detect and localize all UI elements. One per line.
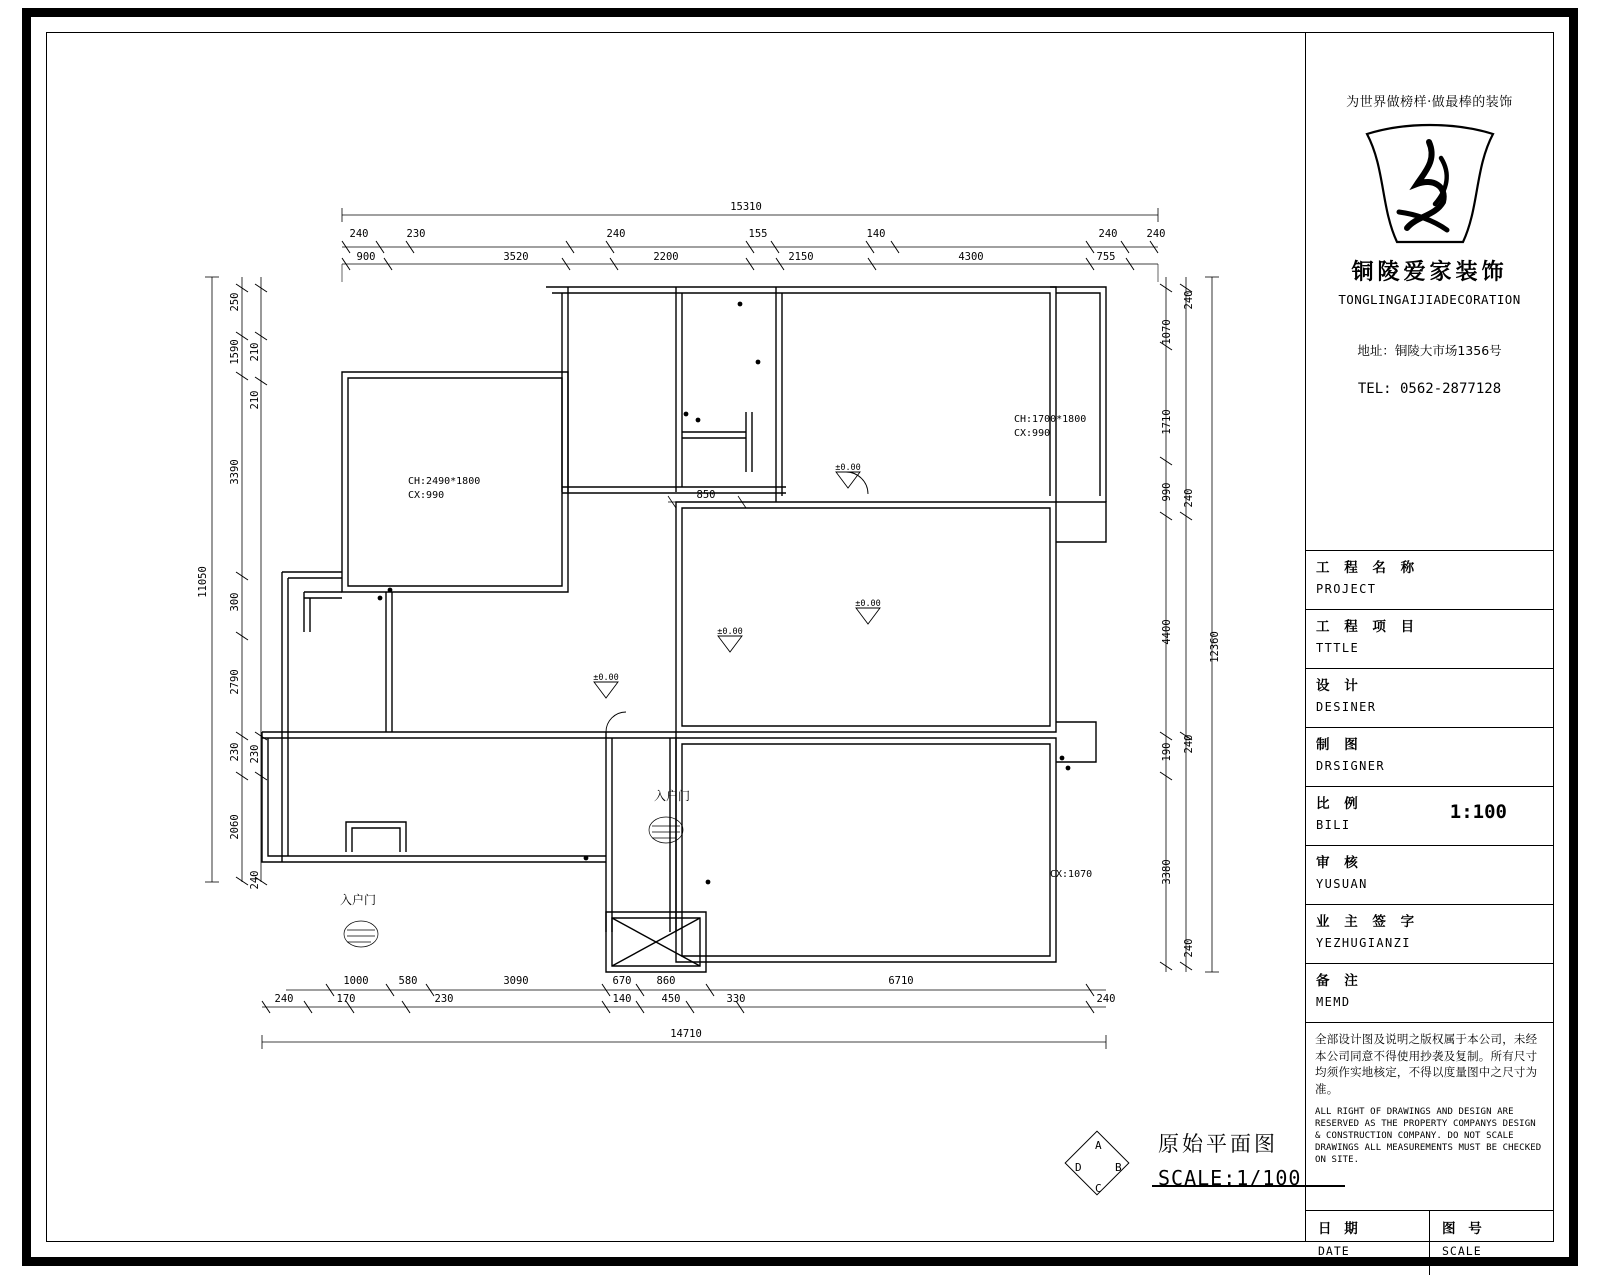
svg-text:1590: 1590 [229, 339, 241, 365]
field-drawing-number-label-cn: 图 号 [1442, 1221, 1486, 1237]
svg-text:190: 190 [1161, 742, 1173, 762]
svg-text:300: 300 [229, 592, 241, 612]
svg-text:3380: 3380 [1161, 859, 1173, 885]
svg-text:580: 580 [398, 975, 418, 987]
compass-label-c: C [1095, 1182, 1102, 1195]
svg-text:670: 670 [612, 975, 632, 987]
svg-text:2150: 2150 [788, 251, 814, 263]
field-scale [1306, 787, 1553, 846]
field-drafter-label-en: DRSIGNER [1316, 759, 1385, 773]
svg-text:240: 240 [1146, 228, 1166, 240]
svg-text:CH:1700*1800: CH:1700*1800 [1014, 414, 1087, 425]
company-name-en: TONGLINGAIJIADECORATION [1338, 292, 1521, 307]
drawing-scale: SCALE:1/100 [1158, 1166, 1302, 1190]
dim-bottom-overall: 14710 [670, 1028, 702, 1040]
company-address: 地址：铜陵大市场1356号 [1357, 343, 1502, 358]
compass-label-a: A [1095, 1139, 1102, 1152]
field-reviewer-label-en: YUSUAN [1316, 877, 1368, 891]
svg-text:入户门: 入户门 [340, 893, 377, 907]
svg-text:140: 140 [866, 228, 886, 240]
field-memo-label-en: MEMD [1316, 995, 1351, 1009]
svg-text:230: 230 [229, 742, 241, 762]
svg-text:±0.00: ±0.00 [855, 599, 881, 609]
svg-text:450: 450 [661, 993, 681, 1005]
svg-text:CX:990: CX:990 [408, 490, 445, 501]
sheet-title-group [1040, 1128, 1305, 1195]
svg-text:755: 755 [1096, 251, 1116, 263]
field-date-label-cn: 日 期 [1318, 1221, 1362, 1237]
field-project-label-en: PROJECT [1316, 582, 1377, 596]
field-drawing-number [1430, 1211, 1553, 1275]
field-title-label-en: TTTLE [1316, 641, 1360, 655]
svg-text:240: 240 [274, 993, 294, 1005]
drawing-title: 原始平面图 [1158, 1132, 1278, 1156]
svg-text:1070: 1070 [1161, 319, 1173, 345]
field-scale-label-cn: 比 例 [1316, 796, 1363, 812]
svg-text:12360: 12360 [1209, 631, 1221, 663]
svg-text:±0.00: ±0.00 [835, 463, 861, 473]
svg-text:入户门: 入户门 [654, 789, 691, 803]
svg-text:210: 210 [249, 390, 261, 410]
svg-text:CH:2490*1800: CH:2490*1800 [408, 476, 481, 487]
field-designer-label-cn: 设 计 [1316, 678, 1363, 694]
svg-text:240: 240 [249, 870, 261, 890]
field-designer-label-en: DESINER [1316, 700, 1377, 714]
svg-text:11050: 11050 [197, 566, 209, 598]
svg-text:4300: 4300 [958, 251, 984, 263]
svg-text:240: 240 [606, 228, 626, 240]
field-date [1306, 1211, 1430, 1275]
field-drafter [1306, 728, 1553, 787]
compass-label-b: B [1115, 1161, 1122, 1174]
svg-text:3520: 3520 [503, 251, 529, 263]
field-project [1306, 551, 1553, 610]
field-scale-label-en: BILI [1316, 818, 1351, 832]
svg-text:210: 210 [249, 342, 261, 362]
svg-text:1000: 1000 [343, 975, 369, 987]
company-logo-icon [1355, 116, 1505, 251]
copyright-note [1306, 1023, 1553, 1211]
field-owner-signature [1306, 905, 1553, 964]
svg-text:2790: 2790 [229, 669, 241, 695]
dim-top-overall: 15310 [730, 201, 762, 213]
compass-label-d: D [1075, 1161, 1082, 1174]
company-slogan: 为世界做榜样·做最棒的装饰 [1346, 95, 1513, 110]
title-block-footer [1306, 1211, 1553, 1275]
title-block [1305, 33, 1553, 1258]
svg-text:4400: 4400 [1161, 619, 1173, 645]
field-title-label-cn: 工 程 项 目 [1316, 619, 1420, 635]
svg-text:3390: 3390 [229, 459, 241, 485]
svg-text:240: 240 [1183, 290, 1195, 310]
svg-text:140: 140 [612, 993, 632, 1005]
field-memo [1306, 964, 1553, 1023]
field-title [1306, 610, 1553, 669]
field-reviewer-label-cn: 审 核 [1316, 855, 1363, 871]
field-drawing-number-label-en: SCALE [1442, 1244, 1482, 1258]
svg-text:2060: 2060 [229, 814, 241, 840]
copyright-note-en: ALL RIGHT OF DRAWINGS AND DESIGN ARE RESERVED AS THE PROPERTY COMPANYS DESIGN & CONSTRUCTION COMPANY. DO NOT SCALE DRAWINGS ALL MEASUREMENTS MUST BE CHECKED ON SITE. [1315, 1106, 1542, 1166]
svg-text:CX:1070: CX:1070 [1050, 869, 1093, 880]
svg-text:900: 900 [356, 251, 376, 263]
svg-text:240: 240 [1098, 228, 1118, 240]
field-reviewer [1306, 846, 1553, 905]
svg-text:±0.00: ±0.00 [593, 673, 619, 683]
compass-icon [1068, 1134, 1130, 1196]
title-underline [1152, 1185, 1345, 1187]
company-telephone: TEL: 0562-2877128 [1357, 381, 1502, 397]
svg-text:250: 250 [229, 292, 241, 312]
field-drafter-label-cn: 制 图 [1316, 737, 1363, 753]
svg-text:240: 240 [1183, 734, 1195, 754]
field-date-label-en: DATE [1318, 1244, 1350, 1258]
field-project-label-cn: 工 程 名 称 [1316, 560, 1420, 576]
field-owner-label-cn: 业 主 签 字 [1316, 914, 1420, 930]
field-designer [1306, 669, 1553, 728]
svg-text:240: 240 [1183, 488, 1195, 508]
logo-panel [1306, 91, 1553, 551]
svg-text:330: 330 [726, 993, 746, 1005]
svg-text:±0.00: ±0.00 [717, 627, 743, 637]
svg-text:850: 850 [696, 489, 716, 501]
svg-text:230: 230 [249, 744, 261, 764]
svg-text:1710: 1710 [1161, 409, 1173, 435]
company-name-cn: 铜陵爱家装饰 [1351, 260, 1508, 285]
svg-text:6710: 6710 [888, 975, 914, 987]
svg-text:CX:990: CX:990 [1014, 428, 1051, 439]
field-memo-label-cn: 备 注 [1316, 973, 1363, 989]
svg-text:240: 240 [349, 228, 369, 240]
field-owner-label-en: YEZHUGIANZI [1316, 936, 1411, 950]
svg-text:230: 230 [434, 993, 454, 1005]
field-scale-value[interactable]: 1:100 [1449, 801, 1507, 823]
svg-text:240: 240 [1096, 993, 1116, 1005]
svg-text:860: 860 [656, 975, 676, 987]
svg-text:155: 155 [748, 228, 768, 240]
svg-text:2200: 2200 [653, 251, 679, 263]
floor-plan-drawing [46, 32, 1304, 1242]
svg-text:230: 230 [406, 228, 426, 240]
svg-text:3090: 3090 [503, 975, 529, 987]
svg-text:990: 990 [1161, 482, 1173, 502]
svg-text:170: 170 [336, 993, 356, 1005]
copyright-note-cn: 全部设计图及说明之版权属于本公司，未经本公司同意不得使用抄袭及复制。所有尺寸均须作实地核定，不得以度量图中之尺寸为准。 [1315, 1032, 1538, 1097]
svg-text:240: 240 [1183, 938, 1195, 958]
